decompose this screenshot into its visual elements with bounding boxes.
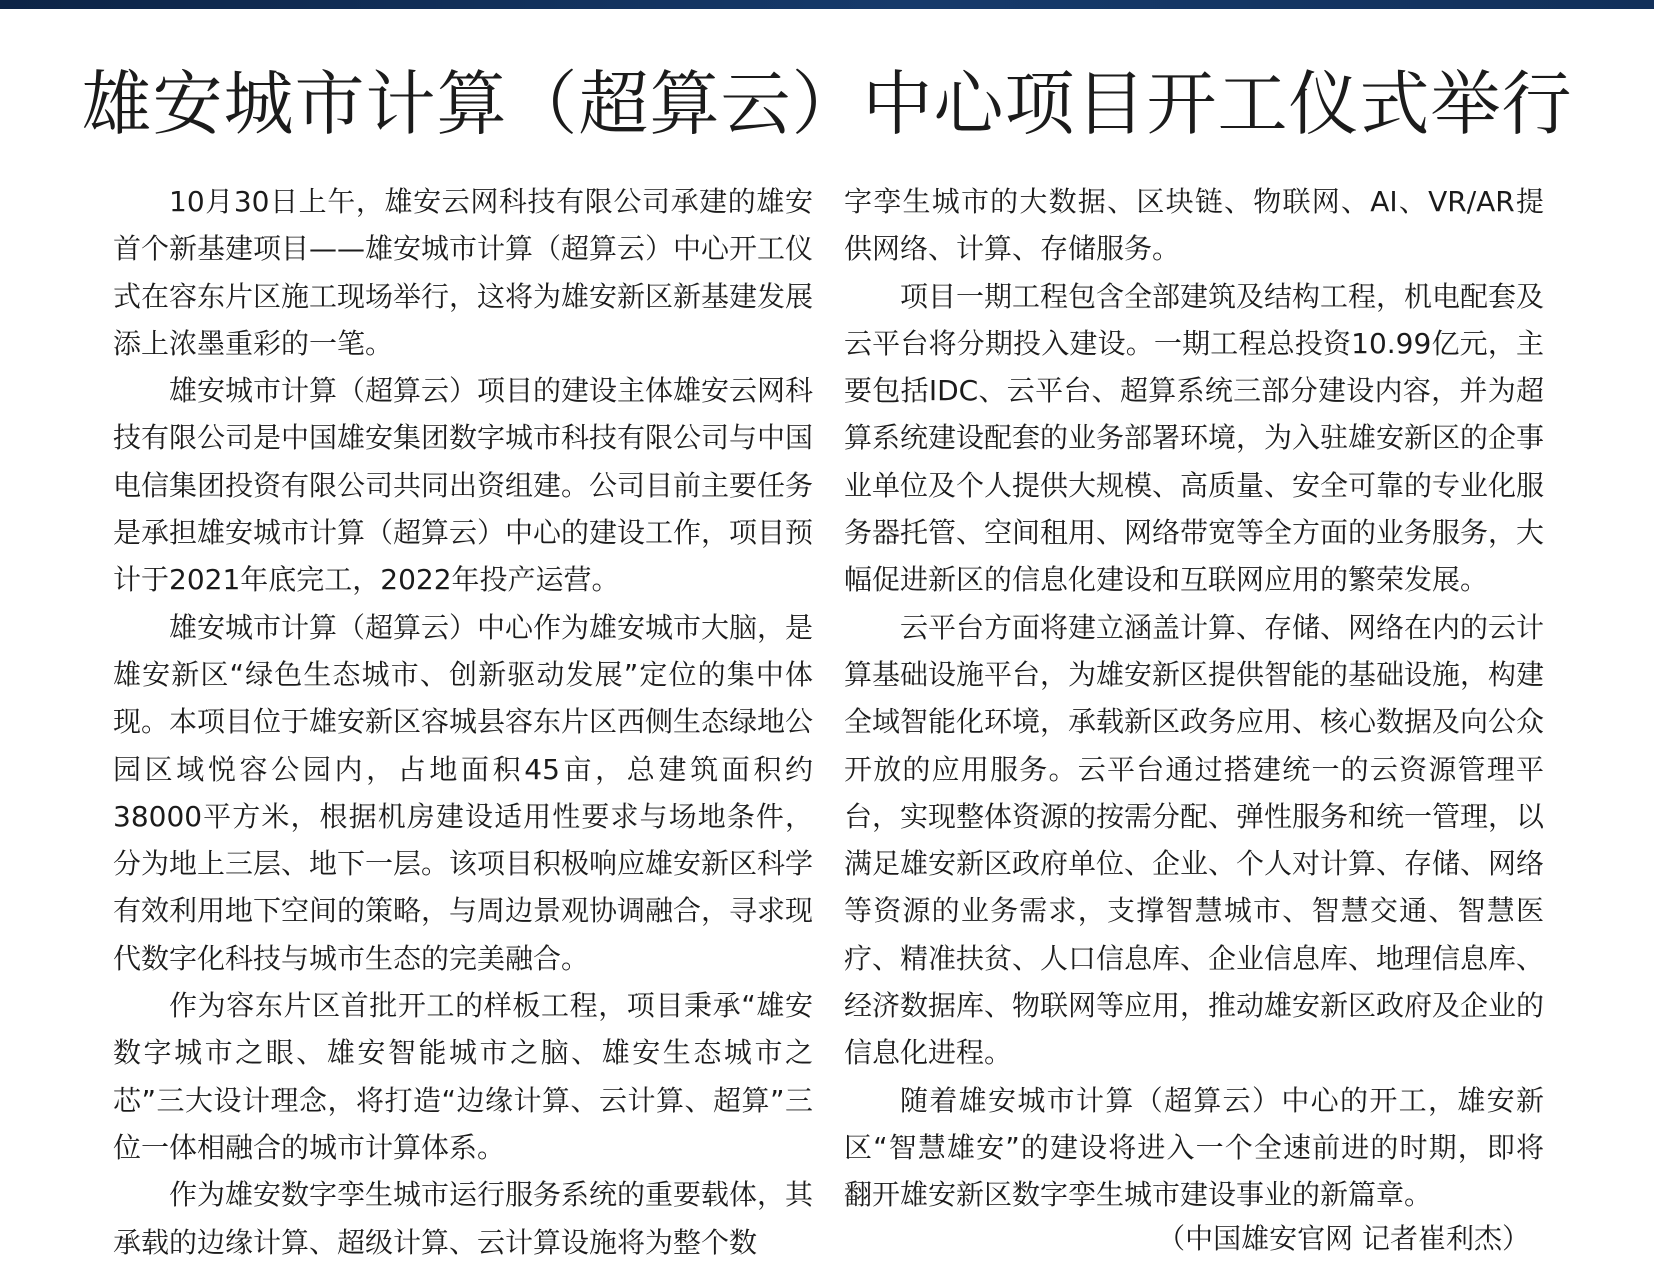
- article-title: 雄安城市计算（超算云）中心项目开工仪式举行: [81, 63, 1573, 145]
- article-paragraph: 10月30日上午，雄安云网科技有限公司承建的雄安首个新基建项目——雄安城市计算（超算云）中心开工仪式在容东片区施工现场举行，这将为雄安新区新基建发展添上浓墨重彩的一笔。: [113, 185, 814, 360]
- article-paragraph: 作为容东片区首批开工的样板工程，项目秉承“雄安数字城市之眼、雄安智能城市之脑、雄安生态城市之芯”三大设计理念，将打造“边缘计算、云计算、超算”三位一体相融合的城市计算体系。: [113, 989, 813, 1164]
- article-paragraph: 云平台方面将建立涵盖计算、存储、网络在内的云计算基础设施平台，为雄安新区提供智能的基础设施，构建全域智能化环境，承载新区政务应用、核心数据及向公众开放的应用服务。云平台通过搭建统一的云资源管理平台，实现整体资源的按需分配、弹性服务和统一管理，以满足雄安新区政府单位、企业、个人对计算、存储、网络等资源的业务需求，支撑智慧城市、智慧交通、智慧医疗、精准扶贫、人口信息库、企业信息库、地理信息库、经济数据库、物联网等应用，推动雄安新区政府及企业的信息化进程。: [844, 610, 1545, 1070]
- article-paragraph: 雄安城市计算（超算云）中心作为雄安城市大脑，是雄安新区“绿色生态城市、创新驱动发展”定位的集中体现。本项目位于雄安新区容城县容东片区西侧生态绿地公园区域悦容公园内，占地面积45亩，总建筑面积约38000平方米，根据机房建设适用性要求与场地条件，分为地上三层、地下一层。该项目积极响应雄安新区科学有效利用地下空间的策略，与周边景观协调融合，寻求现代数字化科技与城市生态的完美融合。: [113, 610, 814, 975]
- article-column-right: [844, 178, 1544, 1219]
- top-decorative-bar: [0, 0, 1654, 9]
- article-paragraph: 作为雄安数字孪生城市运行服务系统的重要载体，其承载的边缘计算、超级计算、云计算设施将为整个数: [113, 1178, 814, 1259]
- article-column-left: [113, 178, 813, 1266]
- article-paragraph: 雄安城市计算（超算云）项目的建设主体雄安云网科技有限公司是中国雄安集团数字城市科技有限公司与中国电信集团投资有限公司共同出资组建。公司目前主要任务是承担雄安城市计算（超算云）中心的建设工作，项目预计于2021年底完工，2022年投产运营。: [113, 374, 814, 597]
- article-paragraph-continuation: 字孪生城市的大数据、区块链、物联网、AI、VR/AR提供网络、计算、存储服务。: [844, 185, 1544, 266]
- article-paragraph: 项目一期工程包含全部建筑及结构工程，机电配套及云平台将分期投入建设。一期工程总投资10.99亿元，主要包括IDC、云平台、超算系统三部分建设内容，并为超算系统建设配套的业务部署环境，为入驻雄安新区的企事业单位及个人提供大规模、高质量、安全可靠的专业化服务器托管、空间租用、网络带宽等全方面的业务服务，大幅促进新区的信息化建设和互联网应用的繁荣发展。: [844, 279, 1545, 597]
- article-credit: （中国雄安官网 记者崔利杰）: [1157, 1222, 1530, 1255]
- article-paragraph: 随着雄安城市计算（超算云）中心的开工，雄安新区“智慧雄安”的建设将进入一个全速前进的时期，即将翻开雄安新区数字孪生城市建设事业的新篇章。: [844, 1083, 1544, 1212]
